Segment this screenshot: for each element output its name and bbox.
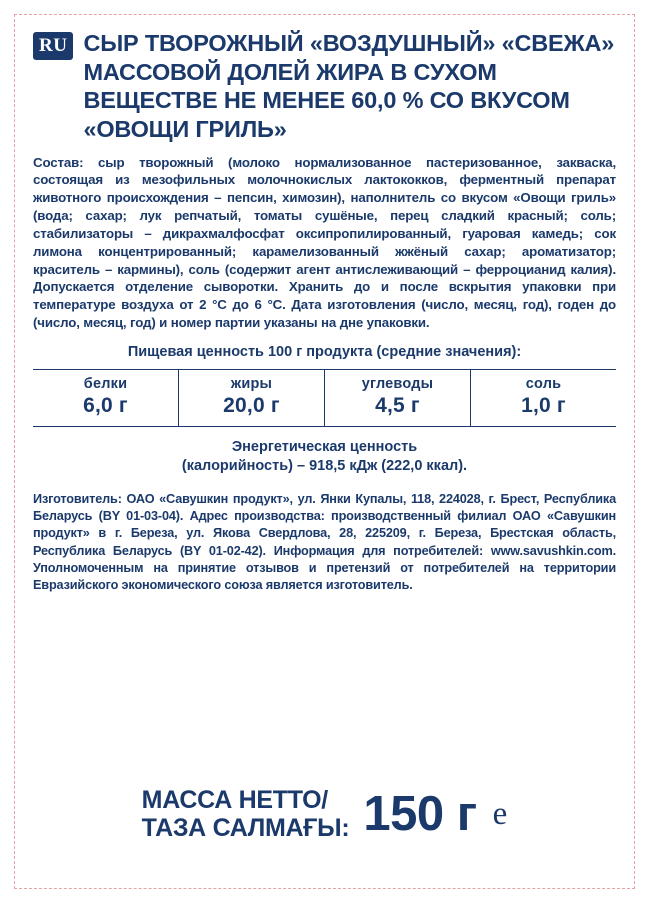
net-weight-value: 150 г bbox=[363, 786, 477, 841]
page-title: СЫР ТВОРОЖНЫЙ «ВОЗДУШНЫЙ» «СВЕЖА» МАССОВОЙ ДОЛЕЙ ЖИРА В СУХОМ ВЕЩЕСТВЕ НЕ МЕНЕЕ 60,0 % СО ВКУСОМ «ОВОЩИ ГРИЛЬ» bbox=[83, 30, 615, 142]
nutrition-value: 1,0 г bbox=[521, 393, 566, 417]
nutrition-cell-salt bbox=[471, 370, 616, 426]
product-label bbox=[14, 14, 635, 889]
composition-text: Состав: сыр творожный (молоко нормализованное пастеризованное, закваска, состоящая из мезофильных молочнокислых лактококков, ферментный препарат животного происхождения – пепсин, химозин), наполнитель со вкусом «Овощи гриль» (вода; сахар; лук репчатый, томаты сушёные, перец сладкий красный; соль; стабилизаторы – дикрахмалфосфат оксипропилированный, гуаровая камедь; сок лимона концентрированный; карамелизованный жжёный сахар; ароматизатор; краситель – кармины), соль (содержит агент антислеживающий – ферроцианид калия). Допускается отделение сыворотки. Хранить до и после вскрытия упаковки при температуре воздуха от 2 °С до 6 °С. Дата изготовления (число, месяц, год), годен до (число, месяц, год) и номер партии указаны на дне упаковки. bbox=[33, 154, 616, 330]
nutrition-table bbox=[33, 369, 616, 427]
nutrition-value: 4,5 г bbox=[375, 393, 420, 417]
nutrition-cell-carbs bbox=[325, 370, 471, 426]
manufacturer-text: Изготовитель: ОАО «Савушкин продукт», ул. Янки Купалы, 118, 224028, г. Брест, Республика Беларусь (BY 01-03-04). Адрес производства: производственный филиал ОАО «Савушкин продукт» в г. Береза, ул. Якова Свердлова, 28, 225209, г. Береза, Брестская область, Республика Беларусь (BY 01-02-42). Информация для потребителей: www.savushkin.com. Уполномоченным на принятие отзывов и претензий от потребителей на территории Евразийского экономического союза является изготовитель. bbox=[33, 491, 616, 593]
net-weight-label bbox=[142, 786, 350, 842]
nutrition-heading: Пищевая ценность 100 г продукта (средние значения): bbox=[127, 343, 522, 360]
nutrition-value: 6,0 г bbox=[83, 393, 128, 417]
label-header bbox=[33, 29, 616, 144]
energy-value-block bbox=[33, 438, 616, 477]
net-weight-label-ru: МАССА НЕТТО/ bbox=[141, 786, 328, 814]
nutrition-label: белки bbox=[83, 375, 128, 392]
nutrition-cell-protein bbox=[33, 370, 179, 426]
net-weight-block bbox=[33, 786, 616, 842]
energy-label: Энергетическая ценность bbox=[231, 438, 418, 455]
nutrition-label: углеводы bbox=[361, 375, 434, 392]
nutrition-label: жиры bbox=[230, 375, 273, 392]
energy-amount: (калорийность) – 918,5 кДж (222,0 ккал). bbox=[181, 458, 468, 475]
e-mark-icon: e bbox=[492, 795, 508, 832]
net-weight-label-kk: ТАЗА САЛМАҒЫ: bbox=[141, 814, 350, 842]
nutrition-value: 20,0 г bbox=[223, 393, 280, 417]
nutrition-cell-fat bbox=[179, 370, 325, 426]
language-badge-ru: RU bbox=[33, 32, 73, 60]
nutrition-label: соль bbox=[525, 375, 562, 392]
